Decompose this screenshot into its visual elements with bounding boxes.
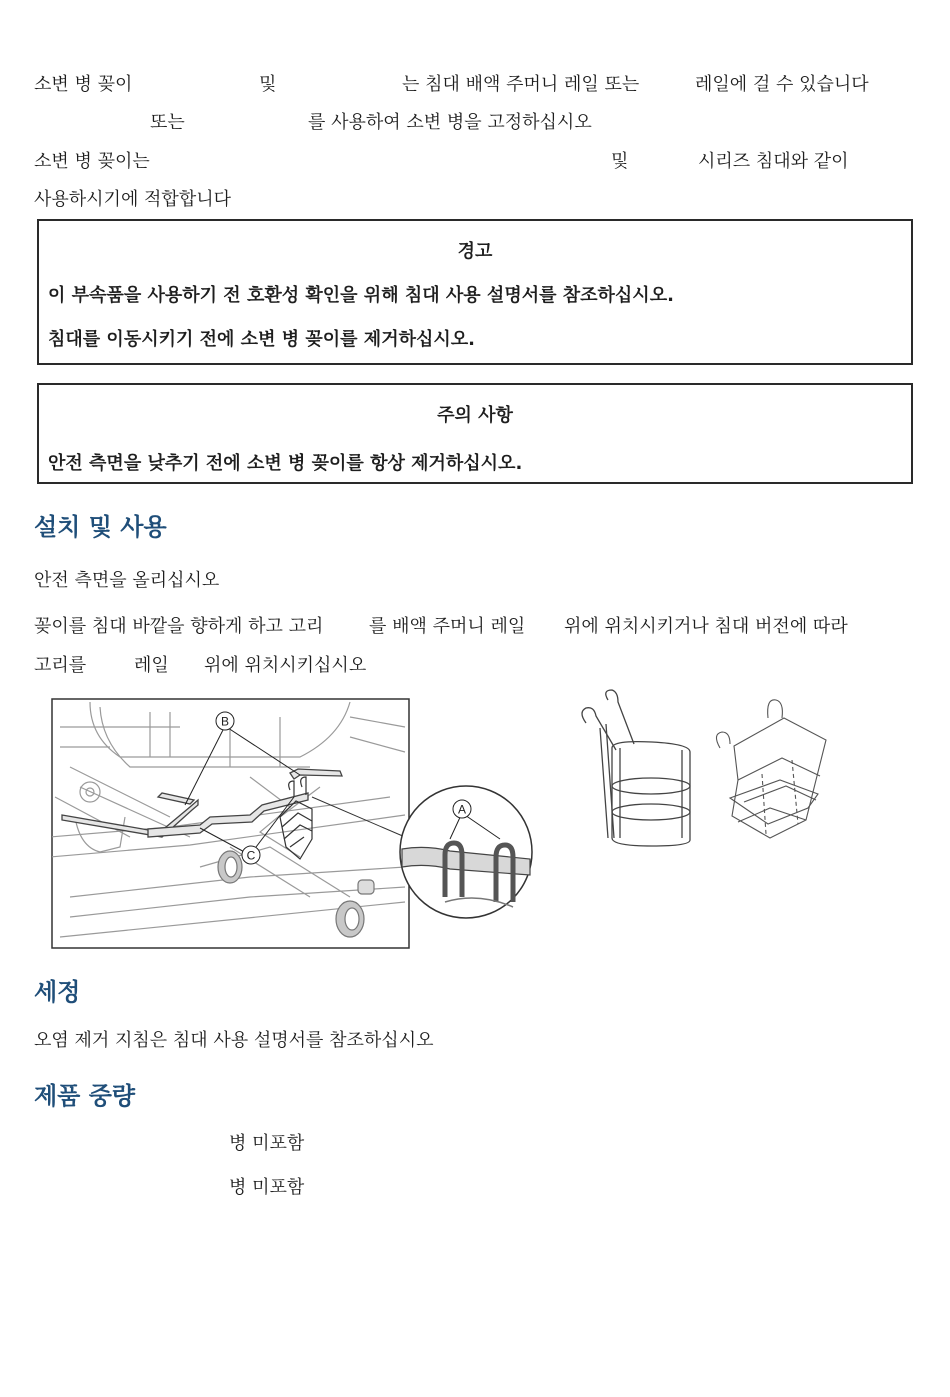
intro-text-1b: 및 [259, 74, 277, 95]
intro-text-2b: 를 사용하여 소변 병을 고정하십시오 [308, 112, 592, 133]
install-step-1: 안전 측면을 올리십시오 [34, 570, 220, 591]
warning-box [37, 219, 913, 365]
cleaning-text: 오염 제거 지침은 침대 사용 설명서를 참조하십시오 [34, 1030, 434, 1051]
install-step-2f: 위에 위치시키십시오 [204, 655, 367, 676]
intro-text-4: 사용하시기에 적합합니다 [34, 189, 231, 210]
bottle-holder-front [582, 690, 690, 846]
intro-text-1a: 소변 병 꽂이 [34, 74, 133, 95]
callout-b-label: B [220, 714, 230, 729]
install-step-2b: 를 배액 주머니 레일 [369, 616, 526, 637]
install-step-2a: 꽂이를 침대 바깥을 향하게 하고 고리 [34, 616, 324, 637]
weight-heading: 제품 중량 [34, 1082, 136, 1110]
intro-text-3b: 및 [611, 151, 629, 172]
install-step-2c: 위에 위치시키거나 침대 버전에 따라 [564, 616, 848, 637]
install-heading: 설치 및 사용 [34, 513, 167, 541]
installation-illustration [50, 697, 535, 950]
intro-text-1c: 는 침대 배액 주머니 레일 또는 [402, 74, 640, 95]
weight-row-2: 병 미포함 [229, 1177, 305, 1198]
weight-row-1: 병 미포함 [229, 1133, 305, 1154]
caution-box [37, 383, 913, 484]
install-step-2d: 고리를 [34, 655, 87, 676]
callout-b [216, 712, 234, 730]
intro-text-3c: 시리즈 침대와 같이 [698, 151, 849, 172]
install-step-2e: 레일 [134, 655, 169, 676]
warning-line-1: 이 부속품을 사용하기 전 호환성 확인을 위해 침대 사용 설명서를 참조하십시오. [48, 285, 674, 306]
caution-title: 주의 사항 [437, 405, 513, 426]
intro-text-3a: 소변 병 꽂이는 [34, 151, 150, 172]
bottle-holder-angled [716, 700, 826, 838]
intro-text-2a: 또는 [150, 112, 185, 133]
detail-magnifier [400, 786, 532, 918]
warning-line-2: 침대를 이동시키기 전에 소변 병 꽂이를 제거하십시오. [48, 329, 475, 350]
caution-line-1: 안전 측면을 낮추기 전에 소변 병 꽂이를 항상 제거하십시오. [48, 453, 523, 474]
cleaning-heading: 세정 [34, 978, 81, 1006]
callout-a-label: A [457, 802, 467, 817]
callout-c [242, 846, 260, 864]
warning-title: 경고 [457, 241, 493, 262]
bottle-holder-illustrations [572, 688, 834, 854]
callout-c-label: C [246, 848, 256, 863]
intro-text-1d: 레일에 걸 수 있습니다 [695, 74, 869, 95]
